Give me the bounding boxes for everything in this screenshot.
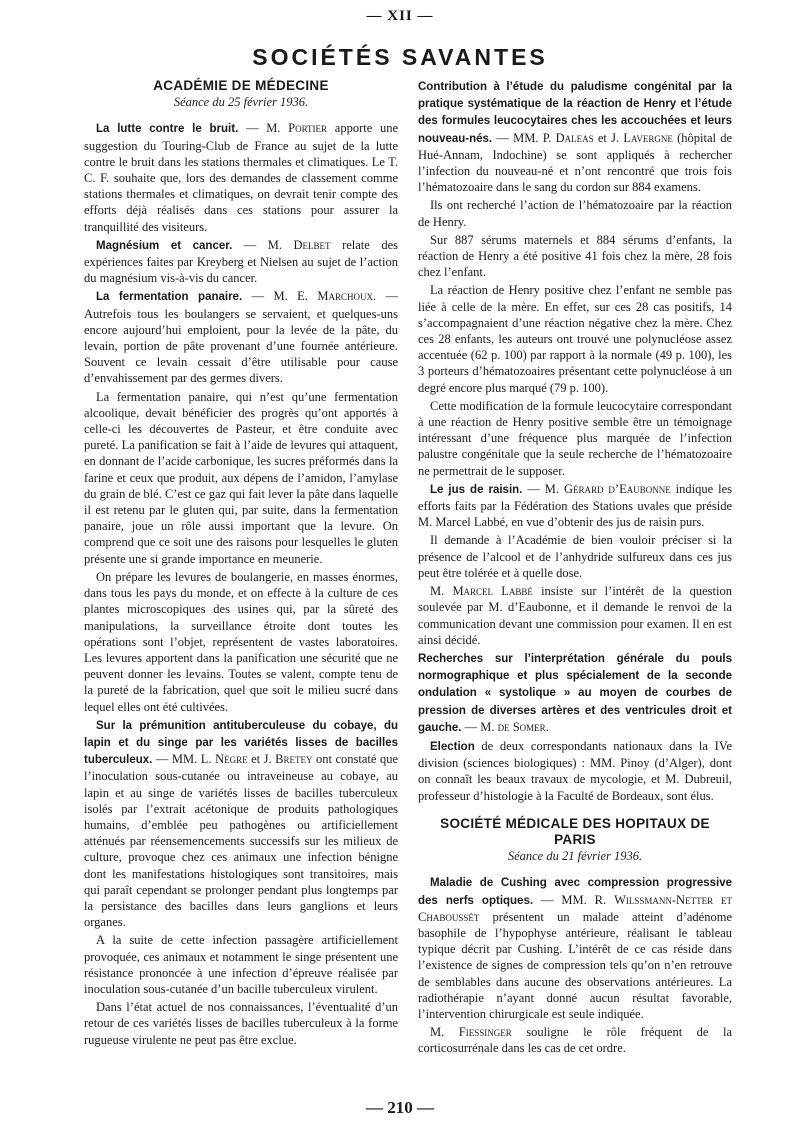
article-bruit [84,120,398,234]
article-joiner: et J. [593,130,624,145]
paragraph: Cette modification de la formule leucocytaire correspondant à une réaction de Henry positive semble être un témoignage intéressant d’une fréquence plus marquée de l’infection palustre congénitale que la seule recherche de l’hématozoaire ne permettrait de le supposer. [418,398,732,478]
article-end: . [545,719,549,734]
author-name: Lavergne [623,130,673,145]
article-body: souligne le rôle fréquent de la corticosurrénale dans les cas de cet ordre. [418,1025,732,1056]
author-name: Daleas [555,130,594,145]
paragraph-labbe [418,583,732,648]
article-body: apporte une suggestion du Touring-Club de France au sujet de la lutte contre le bruit dans les stations thermales et climatiques. Le T. C. F. souhaite que, lors des demandes de classement comme stations thermales et climatiques, on devrait tenir compte des efforts déjà réalisés dans ces stations pour assurer la tranquillité des visiteurs. [84,121,398,234]
author-name: Delbet [293,237,331,252]
article-magnesium [84,237,398,287]
author-name: Gérard d’Eaubonne [563,481,671,496]
paragraph: A la suite de cette infection passagère artificiellement provoquée, ces animaux et notamment le singe présentent une résistance prononcée à une infection d’épreuve réalisée par inoculation sous-cutanée d’un bacille tuberculeux virulent. [84,933,398,996]
author-name: Marchoux [317,289,373,304]
section-date-hopitaux: Séance du 21 février 1936. [507,849,643,864]
article-dash: — MM. P. [492,130,556,145]
article-dash: — M. [461,719,498,734]
article-election [418,738,732,804]
paragraph: Ils ont recherché l’action de l’hématozoaire par la réaction de Henry. [418,198,732,229]
author-name: Portier [288,121,328,136]
article-lead: Contribution à l’étude du paludisme congénital par la pratique systématique de la réaction de Henry et l’étude des formules leucocytaires ches les accouchées et leurs nouveau-nés. [418,81,732,145]
author-name: Fiessinger [458,1025,512,1040]
page-header-number: — XII — [366,8,434,24]
article-body: ont constaté que l’inoculation sous-cutanée ou intraveineuse au cobaye, au lapin et au singe de variétés lisses de bacilles tuberculeux isolés par l’extrait acétonique de produits pathologiques humains, d’emblée peu pathogènes ou artificiellement atténués par réensemencements successifs sur les milieux de culture, provoque chez ces animaux une infection bénigne dont les manifestations histologiques sont transitoires, mais qui paraît cependant se prolonger pendant plus longtemps par la persistance des bacilles dans leurs ganglions et leurs organes. [84,752,398,930]
page-title: SOCIÉTÉS SAVANTES [252,44,548,70]
article-paludisme [418,78,732,195]
section-title-hopitaux: SOCIÉTÉ MÉDICALE DES HOPITAUX DE PARIS [440,815,710,847]
paragraph: La réaction de Henry positive chez l’enfant ne semble pas liée à celle de la mère. En effet, sur ces 28 cas positifs, 14 s’accompagnaient d’une réaction négative chez la mère. Chez ces 28 enfants, les auteurs ont trouvé une polynucléose assez accentuée (62 p. 100) par rapport à la normale (49 p. 100), les 3 porteurs d’hématozoaires présentant cette polynucléose à un degré encore plus marqué (79 p. 100). [418,283,732,395]
article-dash: — M. [522,481,564,496]
article-lead: Sur la prémunition antituberculeuse du cobaye, du lapin et du singe par les variétés lisses de bacilles tuberculeux. [84,719,398,767]
article-body: insiste sur l’intérêt de la question soulevée par M. d’Eaubonne, et il demande le renvoi de la communication devant une commission pour examen. Il en est ainsi décidé. [418,584,732,647]
article-dash: M. [430,1025,459,1040]
article-fermentation [84,288,398,386]
article-body: présentent un malade atteint d’adénome basophile de l’hypophyse antérieure, réalisant le tableau typique décrit par Cushing. L’intérêt de ce cas réside dans l’existence de signes de compression tels qu’on n’en retrouve de semblables dans aucune des observations antérieures. La radiothérapie n’ayant donné aucun résultat favorable, l’intervention chirurgicale est seule indiquée. [418,909,732,1021]
article-lead: Election [430,740,475,753]
article-body: . — Autrefois tous les boulangers se servaient, et quelques-uns encore aujourd’hui emploient, pour la levée de la pâte, du levain, portion de pâte provenant d’une fournée antérieure. Souvent ce levain cessait d’être utilisable pour cause d’envahissement par des germes divers. [84,289,399,386]
article-lead: Maladie de Cushing avec compression progressive des nerfs optiques. [418,877,732,907]
author-name: de Somer [497,719,546,734]
article-lead: Recherches sur l’interprétation générale du pouls normographique et plus spécialement de la seconde ondulation « systolique » au moyen de courbes de pression de diverses artères et des ventricules droit et gauche. [418,652,732,734]
article-lead: La fermentation panaire. [96,291,243,304]
paragraph: Dans l’état actuel de nos connaissances, l’éventualité d’un retour de ces variétés lisses de bacilles tuberculeux à la forme rugueuse virulente ne peut pas être exclue. [84,1000,398,1047]
article-lead: La lutte contre le bruit. [96,123,239,136]
section-title-academie: ACADÉMIE DE MÉDECINE [153,78,329,93]
author-name: Wilssmann-Netter et Chaboussét [418,892,732,924]
section-date-academie: Séance du 25 février 1936. [173,95,309,110]
article-dash: — M. E. [242,289,318,304]
article-body: indique les efforts faits par la Fédération des Stations uvales que préside M. Marcel Labbé, en vue d’obtenir des jus de raisin purs. [418,481,732,530]
article-dash: — M. [232,237,294,252]
paragraph: Sur 887 sérums maternels et 884 sérums d’enfants, la réaction de Henry a été positive 41 fois chez la mère, 28 fois chez l’enfant. [418,232,732,280]
article-lead: Le jus de raisin. [430,483,523,496]
article-joiner: et J. [247,752,276,767]
article-cushing [418,874,732,1022]
article-pouls [418,650,732,736]
article-body: (hôpital de Hué-Annam, Indochine) se sont appliqués à rechercher l’infection du nouveau-né et n’ont rencontré que trois fois l’hématozoaire dans le sang du cordon sur 884 examens. [418,130,733,195]
article-body: de deux correspondants nationaux dans la IVe division (sciences biologiques) : MM. Pinoy (d’Alger), dont on connaît les beaux travaux de mycologie, et M. Dubreuil, professeur d’histologie à la Faculté de Bordeaux, sont élus. [418,738,732,803]
paragraph: La fermentation panaire, qui n’est qu’une fermentation alcoolique, devait bénéficier des progrès qu’ont apportés à celle-ci les découvertes de Pasteur, et être conduite avec pureté. La panification se fait à l’aide de levures qui attaquent, en donnant de l’acide carbonique, les sucres préformés dans la farine et ceux que produit, aux dépens de l’amidon, l’amylase du grain de blé. C’est ce gaz qui fait lever la pâte dans laquelle il est retenu par le gluten qui, par suite, dans la fermentation panaire, joue un rôle aussi important que la levure. On comprend que ce soit une des raisons pour lesquelles le gluten présente une si grande importance en meunerie. [84,389,398,566]
page-footer-number: — 210 — [366,1098,434,1117]
author-name: Nègre [215,752,248,767]
section-gap [418,806,732,816]
author-name: Marcel Labbé [452,584,533,599]
paragraph: Il demande à l’Académie de bien vouloir préciser si la présence de l’alcool et de l’anhydride sulfureux dans ces jus peut être tolérée et à quelle dose. [418,533,732,580]
article-dash: — MM. R. [533,892,615,907]
paragraph: On prépare les levures de boulangerie, en masses énormes, dans tous les pays du monde, et on effecte à la culture de ces plantes microscopiques des usines qui, par la sûreté des manipulations, la surveillance étroite dont toutes les opérations sont l’objet, représentent de vastes laboratoires. Les levures apportent dans la panification une sécurité que ne peuvent donner les levains. Toutes se valent, compte tenu de la pureté de la fabrication, quel que soit le milieu sucré dans lequel elles ont été cultivées. [84,569,398,714]
left-column [84,78,398,1050]
article-premunition [84,717,398,931]
right-column [418,78,732,1059]
article-dash: M. [430,584,453,599]
article-body: relate des expériences faites par Kreyberg et Nielsen au sujet de l’action du magnésium vis-à-vis du cancer. [84,237,398,286]
article-dash: — M. [238,121,289,136]
author-name: Bretey [275,752,313,767]
article-jus-raisin [418,481,732,531]
article-lead: Magnésium et cancer. [96,239,233,252]
paragraph-fiessinger [418,1024,732,1056]
article-dash: — MM. L. [152,752,216,767]
